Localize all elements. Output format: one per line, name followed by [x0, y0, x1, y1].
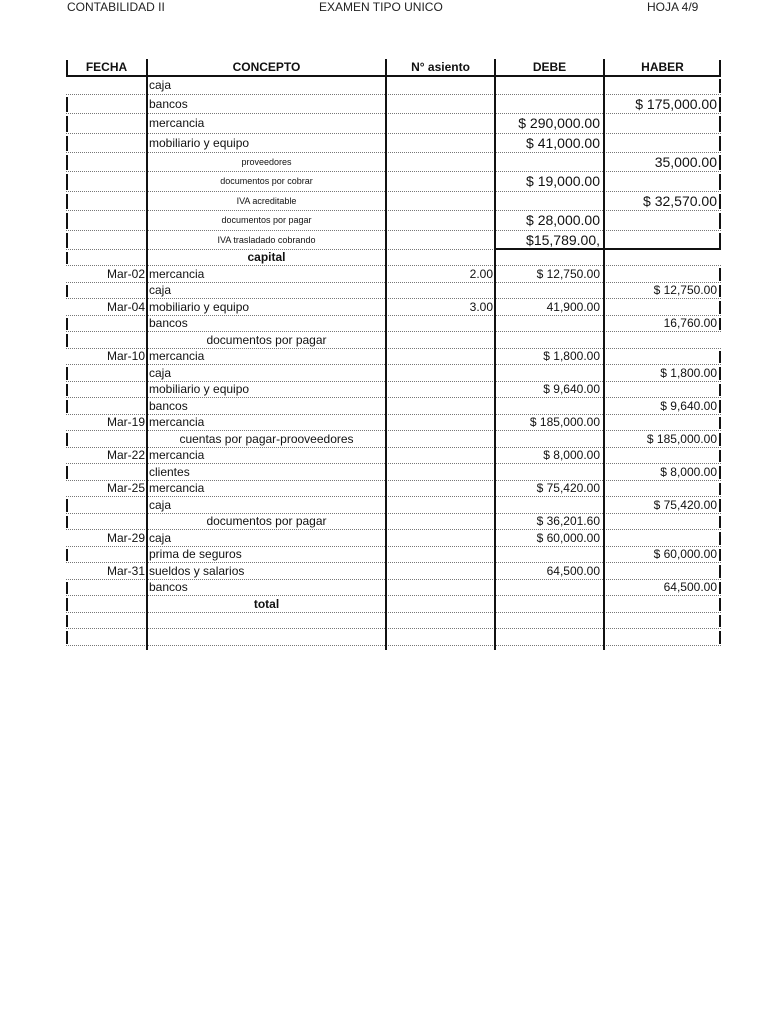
capital-rule — [495, 248, 721, 250]
row-border-right — [719, 433, 721, 446]
cell-concepto: mercancia — [149, 481, 205, 495]
cell-asiento — [386, 514, 495, 529]
cell-concepto: IVA acreditable — [236, 196, 297, 206]
cell-fecha — [66, 431, 147, 447]
row-border-left — [66, 367, 68, 380]
table-row — [66, 580, 721, 596]
cell-concepto: mercancia — [149, 415, 205, 429]
cell-debe: $ 60,000.00 — [536, 531, 600, 545]
cell-debe — [495, 547, 604, 562]
cell-haber — [604, 530, 721, 546]
cell-haber — [604, 211, 721, 230]
table-row — [66, 514, 721, 530]
cell-debe — [495, 596, 604, 612]
cell-concepto — [147, 629, 386, 645]
cell-haber — [604, 481, 721, 496]
cell-fecha — [66, 231, 147, 249]
table-row — [66, 192, 721, 211]
cell-asiento — [386, 530, 495, 546]
cell-fecha — [66, 332, 147, 348]
cell-asiento: 3.00 — [469, 300, 493, 314]
cell-haber — [604, 382, 721, 397]
row-border-right — [719, 565, 721, 578]
cell-asiento — [386, 77, 495, 94]
row-border-right — [719, 136, 721, 151]
cell-concepto: bancos — [149, 97, 188, 111]
cell-haber: 16,760.00 — [663, 316, 717, 330]
cell-haber — [604, 613, 721, 628]
row-border-left — [66, 334, 68, 347]
cell-concepto: caja — [149, 283, 172, 297]
cell-haber — [604, 448, 721, 463]
cell-fecha — [66, 134, 147, 152]
row-border-left — [66, 433, 68, 446]
cell-asiento — [386, 365, 495, 381]
cell-debe — [495, 365, 604, 381]
table-row — [66, 283, 721, 299]
row-border-right — [719, 213, 721, 229]
cell-concepto: prima de seguros — [149, 547, 242, 561]
cell-concepto: documentos por cobrar — [220, 176, 313, 186]
column-header-debe: DEBE — [532, 60, 567, 74]
cell-debe: $ 41,000.00 — [526, 135, 600, 151]
row-border-left — [66, 116, 68, 132]
table-row — [66, 316, 721, 332]
cell-concepto: bancos — [149, 316, 188, 330]
table-header — [66, 59, 721, 77]
table-row — [66, 365, 721, 382]
row-border-right — [719, 466, 721, 479]
cell-concepto: mobiliario y equipo — [149, 300, 250, 314]
cell-debe — [495, 77, 604, 94]
row-border-right — [719, 417, 721, 429]
cell-concepto: sueldos y salarios — [149, 564, 245, 578]
cell-haber — [604, 415, 721, 430]
cell-debe: $ 8,000.00 — [543, 448, 600, 462]
row-border-right — [719, 233, 721, 248]
row-border-left — [66, 384, 68, 396]
cell-debe: 64,500.00 — [546, 564, 600, 578]
cell-haber — [604, 134, 721, 152]
row-border-left — [66, 213, 68, 229]
row-border-left — [66, 285, 68, 297]
cell-fecha: Mar-29 — [106, 531, 145, 545]
cell-fecha — [66, 211, 147, 230]
cell-debe — [495, 192, 604, 210]
row-border-right — [719, 499, 721, 512]
row-border-right — [719, 97, 721, 112]
cell-concepto: caja — [149, 366, 172, 380]
cell-haber — [604, 114, 721, 133]
cell-debe: $15,789.00, — [526, 232, 600, 248]
cell-concepto: mercancia — [149, 267, 205, 281]
cell-asiento — [386, 431, 495, 447]
column-header-fecha: FECHA — [85, 60, 128, 74]
cell-concepto — [147, 613, 386, 628]
cell-fecha — [66, 596, 147, 612]
cell-fecha: Mar-02 — [106, 267, 145, 281]
table-row — [66, 497, 721, 514]
cell-haber: $ 12,750.00 — [653, 283, 717, 297]
cell-fecha: Mar-25 — [106, 481, 145, 495]
cell-concepto: mercancia — [149, 448, 205, 462]
cell-concepto: mercancia — [149, 116, 205, 130]
table-row — [66, 172, 721, 192]
cell-haber — [604, 172, 721, 191]
row-border-right — [719, 615, 721, 627]
cell-haber: $ 1,800.00 — [660, 366, 717, 380]
table-row — [66, 398, 721, 415]
cell-haber — [604, 596, 721, 612]
row-border-left — [66, 516, 68, 528]
cell-fecha — [66, 613, 147, 628]
cell-asiento — [386, 250, 495, 265]
row-border-left — [66, 136, 68, 151]
cell-debe — [495, 283, 604, 298]
cell-asiento — [386, 153, 495, 171]
table-row — [66, 153, 721, 172]
cell-debe — [495, 398, 604, 414]
row-border-right — [719, 174, 721, 190]
cell-haber — [604, 629, 721, 645]
cell-asiento — [386, 448, 495, 463]
cell-debe — [495, 431, 604, 447]
row-border-left — [66, 582, 68, 594]
row-border-left — [66, 615, 68, 627]
cell-haber: $ 9,640.00 — [660, 399, 717, 413]
row-border-right — [719, 155, 721, 170]
cell-debe — [495, 332, 604, 348]
cell-debe: $ 1,800.00 — [543, 349, 600, 363]
cell-haber — [604, 349, 721, 364]
cell-haber — [604, 231, 721, 249]
cell-concepto: caja — [149, 78, 172, 92]
cell-haber: 35,000.00 — [654, 154, 717, 170]
column-divider — [385, 59, 387, 650]
row-border-left — [66, 400, 68, 413]
cell-asiento: 2.00 — [469, 267, 493, 281]
table-row — [66, 415, 721, 431]
cell-haber: $ 8,000.00 — [660, 465, 717, 479]
row-border-right — [719, 285, 721, 297]
cell-concepto: caja — [149, 531, 172, 545]
column-header-haber: HABER — [641, 60, 684, 74]
cell-asiento — [386, 95, 495, 113]
row-border-right — [719, 268, 721, 281]
table-row — [66, 114, 721, 134]
table-row — [66, 448, 721, 464]
cell-fecha — [66, 464, 147, 480]
cell-haber: $ 32,570.00 — [643, 193, 717, 209]
row-border-right — [719, 116, 721, 132]
cell-debe — [495, 497, 604, 513]
cell-concepto: bancos — [149, 399, 188, 413]
cell-haber: $ 185,000.00 — [646, 432, 717, 446]
cell-haber — [604, 77, 721, 94]
cell-asiento — [386, 415, 495, 430]
cell-concepto: IVA trasladado cobrando — [217, 235, 316, 245]
cell-asiento — [386, 332, 495, 348]
table-row — [66, 349, 721, 365]
cell-fecha: Mar-22 — [106, 448, 145, 462]
cell-asiento — [386, 172, 495, 191]
cell-concepto: caja — [149, 498, 172, 512]
cell-asiento — [386, 563, 495, 579]
cell-concepto: total — [253, 597, 280, 611]
row-border-right — [719, 79, 721, 93]
column-divider — [494, 59, 496, 650]
cell-debe — [495, 613, 604, 628]
cell-concepto: clientes — [149, 465, 190, 479]
cell-debe: $ 36,201.60 — [536, 514, 600, 528]
cell-asiento — [386, 613, 495, 628]
cell-fecha: Mar-19 — [106, 415, 145, 429]
cell-debe: $ 75,420.00 — [536, 481, 600, 495]
cell-fecha — [66, 95, 147, 113]
cell-fecha — [66, 316, 147, 331]
cell-debe — [495, 580, 604, 595]
header-border-left — [66, 60, 68, 76]
column-divider — [146, 59, 148, 650]
row-border-right — [719, 384, 721, 396]
row-border-right — [719, 367, 721, 380]
cell-asiento — [386, 134, 495, 152]
cell-concepto: mobiliario y equipo — [149, 382, 250, 396]
table-row — [66, 211, 721, 231]
table-row — [66, 250, 721, 266]
row-border-left — [66, 598, 68, 611]
row-border-right — [719, 532, 721, 545]
cell-haber — [604, 266, 721, 282]
cell-fecha — [66, 382, 147, 397]
table-row — [66, 431, 721, 448]
cell-asiento — [386, 211, 495, 230]
column-divider — [603, 59, 605, 650]
row-border-right — [719, 450, 721, 462]
table-row — [66, 134, 721, 153]
cell-asiento — [386, 283, 495, 298]
cell-asiento — [386, 481, 495, 496]
cell-haber — [604, 563, 721, 579]
cell-asiento — [386, 547, 495, 562]
cell-debe — [495, 153, 604, 171]
cell-fecha — [66, 114, 147, 133]
cell-concepto: mobiliario y equipo — [149, 136, 250, 150]
table-row — [66, 464, 721, 481]
cell-fecha: Mar-10 — [106, 349, 145, 363]
cell-debe: $ 12,750.00 — [536, 267, 600, 281]
cell-fecha — [66, 365, 147, 381]
table-row — [66, 629, 721, 646]
cell-fecha — [66, 629, 147, 645]
ledger-table — [66, 59, 721, 650]
row-border-right — [719, 400, 721, 413]
row-border-right — [719, 516, 721, 528]
row-border-right — [719, 301, 721, 314]
row-border-right — [719, 549, 721, 561]
cell-fecha — [66, 153, 147, 171]
row-border-left — [66, 318, 68, 330]
cell-asiento — [386, 629, 495, 645]
cell-haber: $ 175,000.00 — [635, 96, 717, 112]
row-border-left — [66, 194, 68, 209]
row-border-right — [719, 483, 721, 495]
row-border-left — [66, 631, 68, 644]
header-border-right — [719, 60, 721, 76]
row-border-left — [66, 466, 68, 479]
row-border-left — [66, 499, 68, 512]
cell-fecha — [66, 547, 147, 562]
column-header-concepto: CONCEPTO — [232, 60, 301, 74]
cell-asiento — [386, 114, 495, 133]
cell-debe: $ 290,000.00 — [518, 115, 600, 131]
row-border-left — [66, 174, 68, 190]
row-border-left — [66, 155, 68, 170]
cell-debe — [495, 316, 604, 331]
cell-concepto: documentos por pagar — [206, 333, 327, 347]
cell-fecha — [66, 497, 147, 513]
cell-debe: $ 9,640.00 — [543, 382, 600, 396]
cell-debe — [495, 464, 604, 480]
cell-concepto: bancos — [149, 580, 188, 594]
row-border-right — [719, 351, 721, 363]
table-row — [66, 299, 721, 316]
table-row — [66, 596, 721, 613]
table-row — [66, 382, 721, 398]
cell-asiento — [386, 464, 495, 480]
cell-fecha — [66, 77, 147, 94]
column-header-asiento: N° asiento — [411, 60, 470, 74]
row-border-right — [719, 598, 721, 611]
table-row — [66, 563, 721, 580]
table-row — [66, 77, 721, 95]
row-border-left — [66, 97, 68, 112]
table-row — [66, 332, 721, 349]
cell-debe: $ 28,000.00 — [526, 212, 600, 228]
cell-fecha — [66, 580, 147, 595]
table-row — [66, 481, 721, 497]
cell-asiento — [386, 231, 495, 249]
cell-haber: 64,500.00 — [663, 580, 717, 594]
cell-fecha — [66, 398, 147, 414]
cell-asiento — [386, 349, 495, 364]
row-border-left — [66, 549, 68, 561]
cell-concepto: capital — [247, 250, 286, 264]
cell-fecha: Mar-04 — [106, 300, 145, 314]
cell-concepto: proveedores — [241, 157, 292, 167]
cell-haber: $ 75,420.00 — [653, 498, 717, 512]
row-border-right — [719, 582, 721, 594]
cell-fecha — [66, 250, 147, 265]
row-border-left — [66, 233, 68, 248]
cell-asiento — [386, 497, 495, 513]
cell-concepto: documentos por pagar — [206, 514, 327, 528]
header-page: HOJA 4/9 — [647, 0, 699, 14]
cell-fecha — [66, 283, 147, 298]
cell-haber — [604, 332, 721, 348]
cell-concepto: documentos por pagar — [221, 215, 312, 225]
cell-concepto: cuentas por pagar-prooveedores — [179, 432, 354, 446]
table-row — [66, 95, 721, 114]
cell-asiento — [386, 580, 495, 595]
table-row — [66, 530, 721, 547]
cell-debe — [495, 250, 604, 265]
table-row — [66, 613, 721, 629]
cell-haber — [604, 299, 721, 315]
cell-debe — [495, 629, 604, 645]
cell-asiento — [386, 316, 495, 331]
cell-haber: $ 60,000.00 — [653, 547, 717, 561]
cell-fecha — [66, 514, 147, 529]
cell-debe: 41,900.00 — [546, 300, 600, 314]
cell-asiento — [386, 596, 495, 612]
cell-debe: $ 185,000.00 — [529, 415, 600, 429]
row-border-right — [719, 631, 721, 644]
cell-haber — [604, 514, 721, 529]
header-exam: EXAMEN TIPO UNICO — [319, 0, 443, 14]
cell-debe — [495, 95, 604, 113]
header-course: CONTABILIDAD II — [67, 0, 165, 14]
cell-fecha — [66, 192, 147, 210]
row-border-left — [66, 252, 68, 264]
cell-haber — [604, 250, 721, 265]
table-row — [66, 266, 721, 283]
row-border-right — [719, 318, 721, 330]
cell-asiento — [386, 382, 495, 397]
row-border-right — [719, 194, 721, 209]
cell-fecha: Mar-31 — [106, 564, 145, 578]
cell-fecha — [66, 172, 147, 191]
cell-debe: $ 19,000.00 — [526, 173, 600, 189]
cell-concepto: mercancia — [149, 349, 205, 363]
cell-asiento — [386, 192, 495, 210]
table-row — [66, 547, 721, 563]
cell-asiento — [386, 398, 495, 414]
